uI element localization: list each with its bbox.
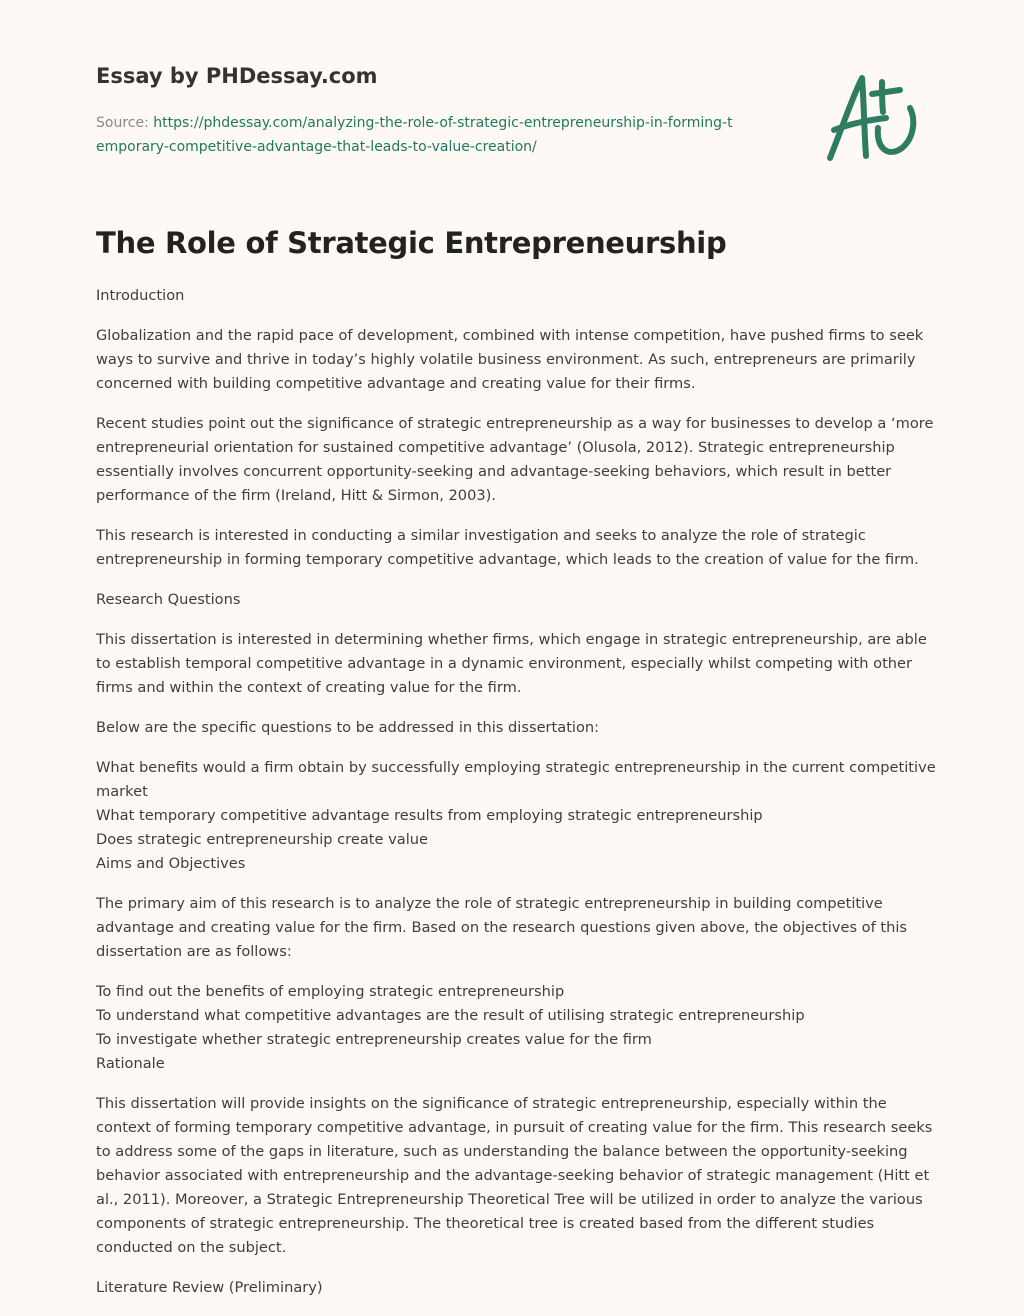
source-label: Source: bbox=[96, 115, 149, 131]
question-list bbox=[96, 756, 936, 876]
site-title: Essay by PHDessay.com bbox=[96, 64, 378, 88]
source-link[interactable]: https://phdessay.com/analyzing-the-role-of-strategic-entrepreneurship-in-forming-temporary-competitive-advantage-that-leads-to-value-creation/ bbox=[96, 115, 733, 155]
list-item: To understand what competitive advantages are the result of utilising strategic entrepreneurship bbox=[96, 1007, 805, 1024]
paragraph: The primary aim of this research is to analyze the role of strategic entrepreneurship in building competitive advantage and creating value for the firm. Based on the research questions given above, the objectives of this dissertation are as follows: bbox=[96, 895, 908, 960]
list-item: Rationale bbox=[96, 1055, 165, 1072]
section-heading: Introduction bbox=[96, 287, 185, 304]
a-plus-logo-icon bbox=[820, 68, 930, 168]
list-item: To find out the benefits of employing strategic entrepreneurship bbox=[96, 983, 565, 1000]
paragraph: Globalization and the rapid pace of development, combined with intense competition, have pushed firms to seek ways to survive and thrive in today’s highly volatile business environment. As such, entrepreneurs are primarily concerned with building competitive advantage and creating value for their firms. bbox=[96, 327, 924, 392]
paragraph: This dissertation is interested in determining whether firms, which engage in strategic entrepreneurship, are able to establish temporal competitive advantage in a dynamic environment, especially whilst competing with other firms and within the context of creating value for the firm. bbox=[96, 631, 927, 696]
source-line bbox=[96, 111, 736, 159]
essay-body bbox=[96, 284, 936, 1316]
list-item: What benefits would a firm obtain by successfully employing strategic entrepreneurship in the current competitive market bbox=[96, 759, 936, 800]
list-item: To investigate whether strategic entrepreneurship creates value for the firm bbox=[96, 1031, 652, 1048]
section-heading: Literature Review (Preliminary) bbox=[96, 1279, 323, 1296]
paragraph: Below are the specific questions to be addressed in this dissertation: bbox=[96, 719, 600, 736]
objective-list bbox=[96, 980, 936, 1076]
list-item: Aims and Objectives bbox=[96, 855, 246, 872]
paragraph: Recent studies point out the significance of strategic entrepreneurship as a way for businesses to develop a ‘more entrepreneurial orientation for sustained competitive advantage’ (Olusola, 2012). Strategic entrepreneurship essentially involves concurrent opportunity-seeking and advantage-seeking behaviors, which result in better performance of the firm (Ireland, Hitt & Sirmon, 2003). bbox=[96, 415, 934, 504]
list-item: What temporary competitive advantage results from employing strategic entrepreneurship bbox=[96, 807, 763, 824]
page-title: The Role of Strategic Entrepreneurship bbox=[96, 226, 727, 260]
paragraph: This dissertation will provide insights on the significance of strategic entrepreneurship, especially within the context of forming temporary competitive advantage, in pursuit of creating value for the firm. This research seeks to address some of the gaps in literature, such as understanding the balance between the opportunity-seeking behavior associated with entrepreneurship and the advantage-seeking behavior of strategic management (Hitt et al., 2011). Moreover, a Strategic Entrepreneurship Theoretical Tree will be utilized in order to analyze the various components of strategic entrepreneurship. The theoretical tree is created based from the different studies conducted on the subject. bbox=[96, 1095, 933, 1256]
list-item: Does strategic entrepreneurship create value bbox=[96, 831, 428, 848]
paragraph: This research is interested in conducting a similar investigation and seeks to analyze the role of strategic entrepreneurship in forming temporary competitive advantage, which leads to the creation of value for the firm. bbox=[96, 527, 919, 568]
section-heading: Research Questions bbox=[96, 591, 241, 608]
